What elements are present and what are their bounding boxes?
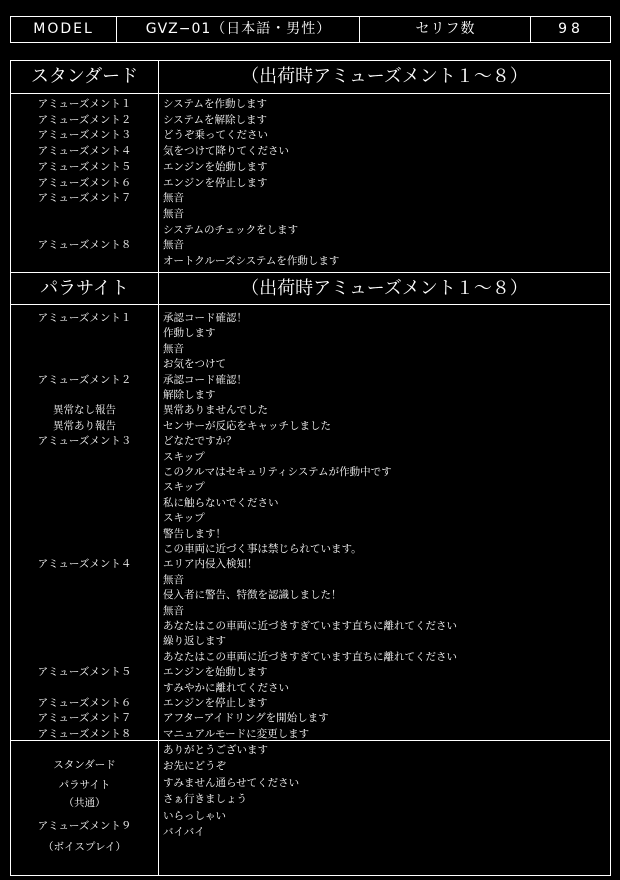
row-line: 承認コード確認！: [163, 373, 247, 386]
row-label: アミューズメント１: [37, 312, 132, 324]
row-line: エンジンを停止します: [163, 697, 268, 709]
row-line: エンジンを始動します: [163, 160, 268, 173]
divider: [11, 304, 610, 305]
parasite-title: パラサイト: [40, 278, 129, 299]
row-line: 承認コード確認！: [163, 312, 247, 324]
row-label: アミューズメント３: [37, 435, 132, 448]
row-line: どうぞ乗ってください: [163, 129, 268, 142]
row-label: アミューズメント４: [37, 558, 132, 571]
divider: [11, 93, 610, 94]
row-line: 無音: [163, 342, 184, 355]
row-label: アミューズメント３: [37, 129, 132, 142]
row-line: どなたですか？: [163, 435, 237, 448]
line-count-label: セリフ数: [359, 17, 531, 42]
parasite-subtitle: （出荷時アミューズメント１〜８）: [241, 278, 528, 299]
row-line: センサーが反応をキャッチしました: [163, 419, 331, 432]
row-label: アミューズメント５: [37, 666, 132, 679]
voiceplay-label: （ボイスプレイ）: [43, 841, 126, 853]
standard-subtitle: （出荷時アミューズメント１〜８）: [241, 66, 528, 87]
voiceplay-label: アミューズメント９: [37, 820, 132, 832]
row-line: アフターアイドリングを開始します: [163, 712, 329, 725]
row-line: 繰り返します: [163, 635, 226, 648]
row-line: 無音: [163, 604, 184, 617]
row-line: すみやかに離れてください: [163, 681, 289, 694]
row-line: スキップ: [163, 481, 205, 494]
row-line: 異常ありませんでした: [163, 404, 268, 417]
row-line: オートクルーズシステムを作動します: [163, 255, 340, 267]
row-line: マニュアルモードに変更します: [163, 727, 310, 740]
voiceplay-line: ありがとうございます: [163, 744, 268, 756]
row-label: アミューズメント２: [37, 113, 132, 126]
divider: [11, 740, 610, 741]
row-line: システムのチェックをします: [163, 223, 299, 236]
row-label: 異常あり報告: [53, 419, 116, 432]
row-label: アミューズメント１: [37, 98, 132, 110]
row-label: アミューズメント８: [37, 239, 132, 252]
row-label: アミューズメント６: [37, 697, 132, 709]
model-value: GVZ−01（日本語・男性）: [116, 17, 360, 42]
row-line: 侵入者に警告、特徴を認識しました！: [163, 589, 342, 602]
voiceplay-label: パラサイト: [58, 779, 111, 791]
row-line: このクルマはセキュリティシステムが作動中です: [163, 466, 392, 478]
line-count-value: 98: [530, 17, 611, 42]
row-line: あなたはこの車両に近づきすぎています直ちに離れてください: [163, 620, 457, 632]
row-line: システムを解除します: [163, 113, 267, 126]
row-label: アミューズメント４: [37, 145, 132, 158]
standard-title: スタンダード: [30, 66, 139, 87]
row-line: エンジンを始動します: [163, 666, 268, 679]
row-line: 私に触らないでください: [163, 496, 279, 509]
voiceplay-label: （共通）: [63, 797, 106, 809]
row-label: アミューズメント７: [37, 712, 132, 725]
voiceplay-line: バイバイ: [163, 826, 205, 838]
row-line: 無音: [163, 239, 184, 252]
row-line: 無音: [163, 573, 184, 586]
model-label: MODEL: [33, 21, 94, 37]
row-line: 警告します！: [163, 527, 226, 540]
voice-table: [10, 60, 611, 876]
row-label: アミューズメント２: [37, 373, 132, 386]
row-line: 作動します: [163, 327, 216, 340]
row-line: この車両に近づく事は禁じられています。: [163, 543, 362, 555]
row-line: 解除します: [163, 389, 216, 401]
voiceplay-line: さぁ行きましょう: [163, 793, 247, 806]
row-label: アミューズメント６: [37, 176, 132, 189]
row-line: エンジンを停止します: [163, 176, 268, 189]
row-line: スキップ: [163, 450, 205, 463]
column-divider: [158, 61, 159, 875]
row-line: システムを作動します: [163, 98, 267, 110]
voiceplay-line: お先にどうぞ: [163, 760, 226, 773]
row-line: あなたはこの車両に近づきすぎています直ちに離れてください: [163, 650, 457, 663]
voiceplay-label: スタンダード: [53, 759, 116, 771]
row-label: アミューズメント８: [37, 727, 132, 740]
row-line: 無音: [163, 192, 184, 205]
voiceplay-line: いらっしゃい: [163, 809, 226, 822]
row-label: アミューズメント７: [37, 192, 132, 205]
row-line: 無音: [163, 207, 184, 220]
model-header: [10, 16, 611, 43]
row-line: お気をつけて: [163, 358, 226, 371]
row-line: エリア内侵入検知！: [163, 558, 258, 571]
row-label: 異常なし報告: [53, 404, 116, 417]
voiceplay-line: すみません通らせてください: [163, 776, 300, 789]
row-line: 気をつけて降りてください: [163, 145, 289, 158]
row-line: スキップ: [163, 512, 205, 525]
row-label: アミューズメント５: [37, 160, 132, 173]
